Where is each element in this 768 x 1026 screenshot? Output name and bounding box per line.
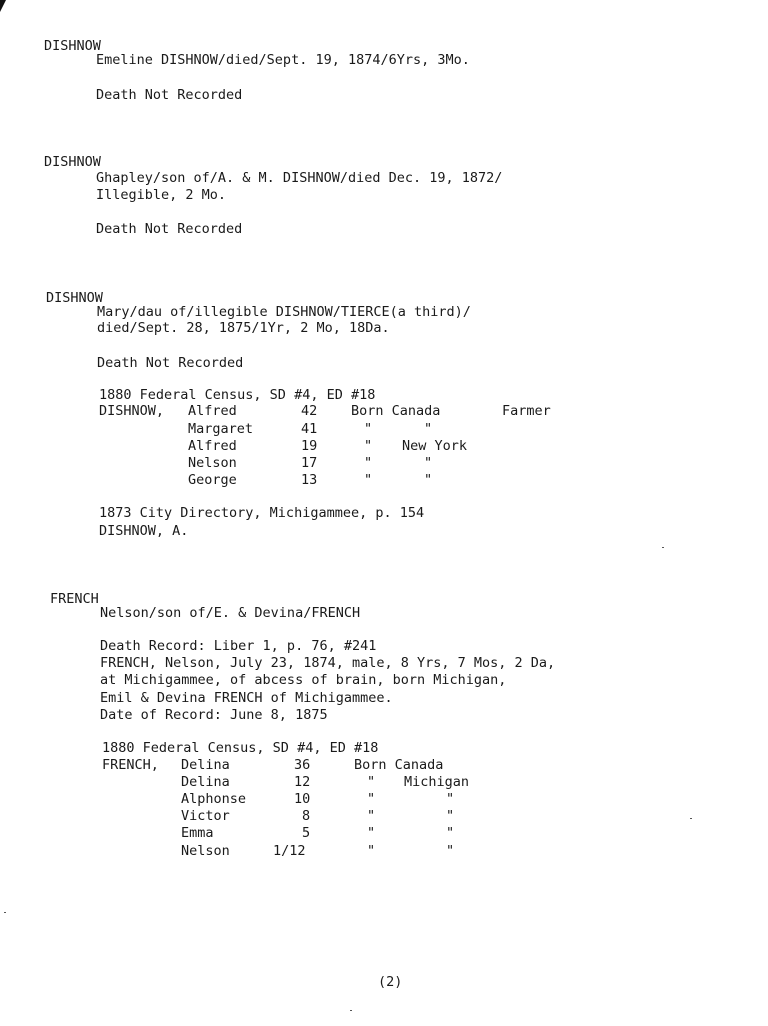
census-occupation: Farmer xyxy=(502,403,551,419)
census-birthplace: New York xyxy=(402,438,468,454)
census-name: Victor xyxy=(181,808,230,824)
census-birthplace-ditto: " xyxy=(424,472,433,488)
census-birthplace-ditto: " xyxy=(424,421,433,437)
entry-3-record-line: Mary/dau of/illegible DISHNOW/TIERCE(a third)/ xyxy=(97,304,471,320)
census-name: Alfred xyxy=(188,438,237,454)
census-age: 41 xyxy=(301,421,318,437)
census-birthplace-ditto: " xyxy=(446,791,455,807)
census-name: Margaret xyxy=(188,421,254,437)
census-birthplace-ditto: " xyxy=(364,421,373,437)
census-birthplace-ditto: " xyxy=(367,825,376,841)
census-age: 12 xyxy=(294,774,311,790)
census-birthplace-ditto: " xyxy=(446,808,455,824)
census-surname: DISHNOW, xyxy=(99,403,165,419)
census-birthplace-ditto: " xyxy=(367,774,376,790)
census-birthplace-ditto: " xyxy=(446,843,455,859)
entry-3-status: Death Not Recorded xyxy=(97,355,244,371)
entry-2-record-line: Illegible, 2 Mo. xyxy=(96,187,227,203)
census-name: Nelson xyxy=(188,455,237,471)
entry-4-record-line: Nelson/son of/E. & Devina/FRENCH xyxy=(100,605,361,621)
entry-2-record-line: Ghapley/son of/A. & M. DISHNOW/died Dec. 19, 1872/ xyxy=(96,170,503,186)
entry-3-census-title: 1880 Federal Census, SD #4, ED #18 xyxy=(99,387,376,403)
census-birthplace-ditto: " xyxy=(367,791,376,807)
entry-4-death-record-line: Death Record: Liber 1, p. 76, #241 xyxy=(100,638,377,654)
census-birthplace: Born Canada xyxy=(351,403,441,419)
entry-1-record-line: Emeline DISHNOW/died/Sept. 19, 1874/6Yrs, 3Mo. xyxy=(96,52,470,68)
census-name: Delina xyxy=(181,774,230,790)
census-surname: FRENCH, xyxy=(102,757,159,773)
entry-4-death-record-line: at Michigammee, of abcess of brain, born Michigan, xyxy=(100,672,507,688)
census-birthplace-ditto: " xyxy=(364,455,373,471)
entry-4-census-title: 1880 Federal Census, SD #4, ED #18 xyxy=(102,740,379,756)
census-name: Nelson xyxy=(181,843,230,859)
entry-1-surname: DISHNOW xyxy=(44,38,101,54)
census-age: 36 xyxy=(294,757,311,773)
census-name: Alphonse xyxy=(181,791,247,807)
entry-3-surname: DISHNOW xyxy=(46,290,103,306)
census-name: Delina xyxy=(181,757,230,773)
entry-4-surname: FRENCH xyxy=(50,591,99,607)
census-name: Emma xyxy=(181,825,214,841)
entry-1-status: Death Not Recorded xyxy=(96,87,243,103)
entry-4-death-record-line: Date of Record: June 8, 1875 xyxy=(100,707,328,723)
entry-3-record-line: died/Sept. 28, 1875/1Yr, 2 Mo, 18Da. xyxy=(97,320,390,336)
scan-speck xyxy=(690,818,692,819)
census-birthplace-ditto: " xyxy=(364,472,373,488)
page-number: (2) xyxy=(378,974,403,990)
census-birthplace-ditto: " xyxy=(367,808,376,824)
scan-speck xyxy=(350,1010,352,1011)
census-name: Alfred xyxy=(188,403,237,419)
census-age: 1/12 xyxy=(273,843,306,859)
entry-4-death-record-line: FRENCH, Nelson, July 23, 1874, male, 8 Yrs, 7 Mos, 2 Da, xyxy=(100,655,556,671)
entry-3-directory-line: DISHNOW, A. xyxy=(99,523,189,539)
census-birthplace-ditto: " xyxy=(446,825,455,841)
census-age: 19 xyxy=(301,438,318,454)
census-birthplace-ditto: " xyxy=(364,438,373,454)
census-age: 8 xyxy=(302,808,311,824)
census-birthplace-ditto: " xyxy=(367,843,376,859)
entry-2-surname: DISHNOW xyxy=(44,154,101,170)
census-birthplace-ditto: " xyxy=(424,455,433,471)
entry-2-status: Death Not Recorded xyxy=(96,221,243,237)
scan-speck xyxy=(662,547,664,548)
entry-4-death-record-line: Emil & Devina FRENCH of Michigammee. xyxy=(100,690,393,706)
census-age: 10 xyxy=(294,791,311,807)
census-age: 5 xyxy=(302,825,311,841)
scan-speck xyxy=(4,912,6,913)
scan-corner-mark xyxy=(0,0,6,12)
census-age: 17 xyxy=(301,455,318,471)
census-age: 42 xyxy=(301,403,318,419)
census-name: George xyxy=(188,472,237,488)
entry-3-directory-line: 1873 City Directory, Michigammee, p. 154 xyxy=(99,505,425,521)
census-birthplace: Born Canada xyxy=(354,757,444,773)
census-age: 13 xyxy=(301,472,318,488)
census-birthplace: Michigan xyxy=(404,774,470,790)
